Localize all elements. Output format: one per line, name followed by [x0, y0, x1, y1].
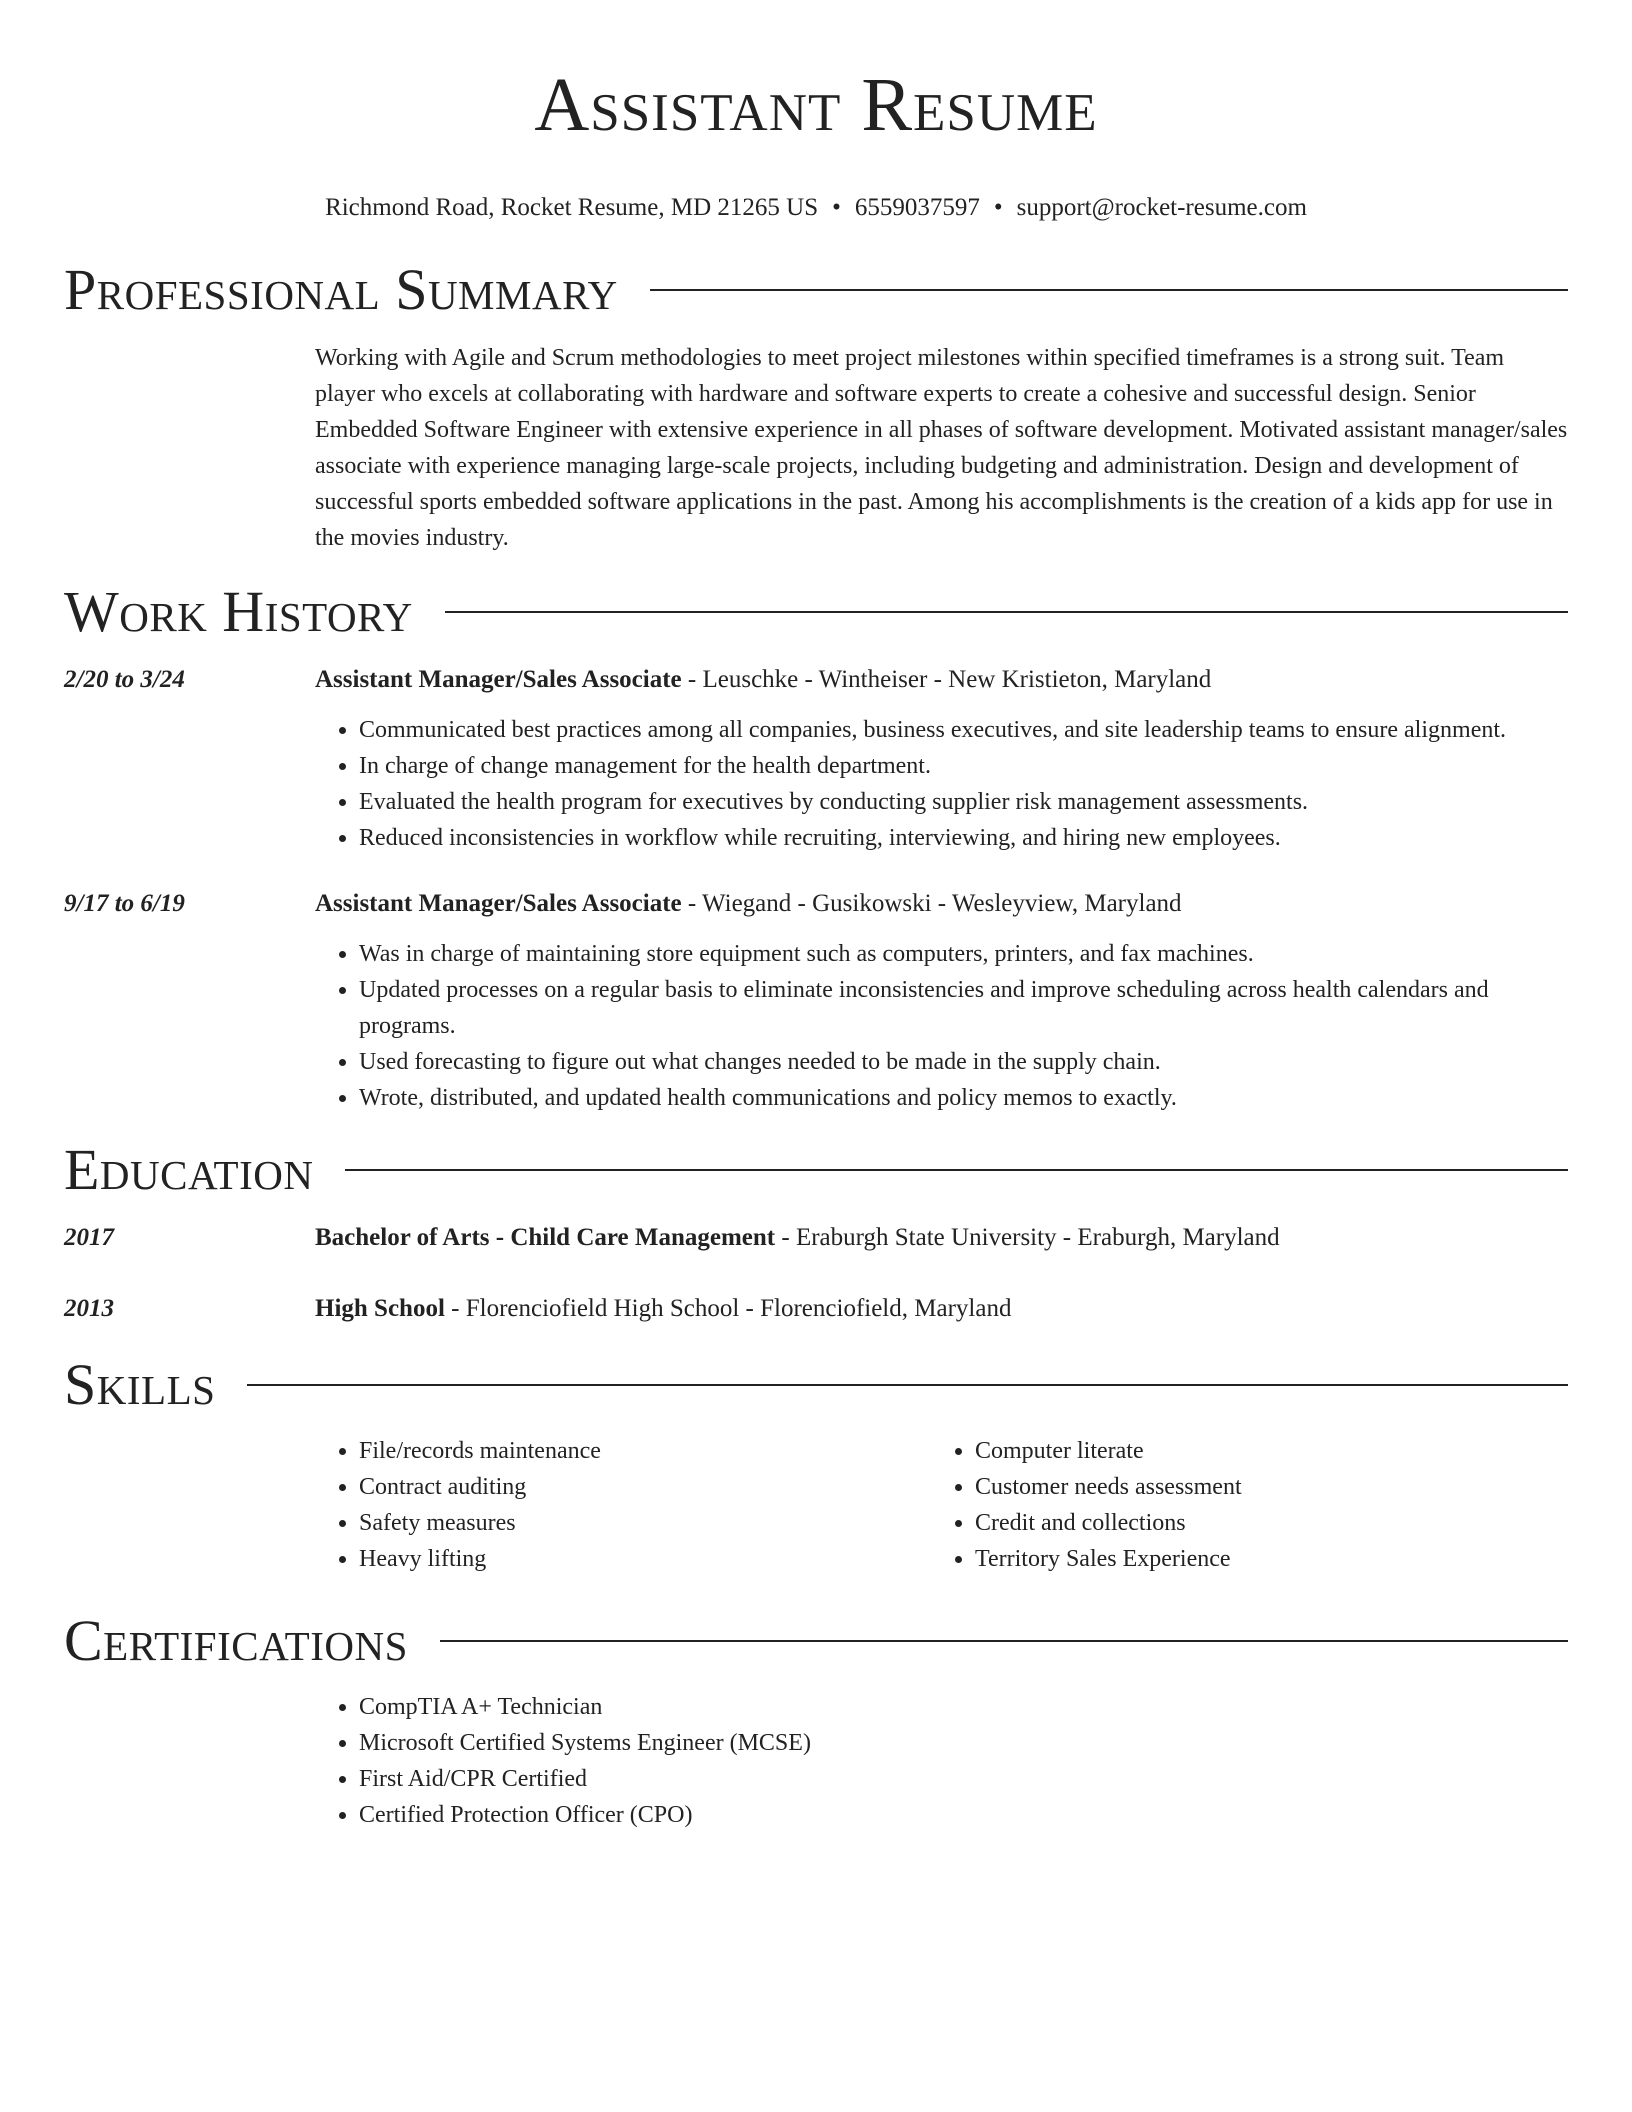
- contact-address: Richmond Road, Rocket Resume, MD 21265 US: [325, 194, 819, 221]
- education-degree: Bachelor of Arts - Child Care Management: [315, 1224, 776, 1251]
- job-entry: [64, 662, 1568, 856]
- job-dates: 9/17 to 6/19: [64, 890, 185, 917]
- list-item: • In charge of change management for the health department.: [359, 748, 1568, 784]
- list-item: • Customer needs assessment: [975, 1469, 1547, 1505]
- education-section-header: [64, 1138, 1568, 1202]
- list-item: • Updated processes on a regular basis to eliminate inconsistencies and improve scheduling across health calendars and programs.: [359, 972, 1568, 1044]
- list-item: • Communicated best practices among all companies, business executives, and site leadership teams to ensure alignment.: [359, 712, 1568, 748]
- skills-column-left: [315, 1433, 931, 1577]
- summary-section-title: Professional Summary: [64, 257, 618, 322]
- certifications-list: [64, 1689, 1568, 1833]
- certifications-section-title: Certifications: [64, 1608, 408, 1673]
- job-title: Assistant Manager/Sales Associate: [315, 666, 682, 693]
- section-divider: [247, 1384, 1568, 1386]
- list-item: • First Aid/CPR Certified: [359, 1761, 1568, 1797]
- section-divider: [650, 289, 1568, 291]
- resume-name: Assistant Resume: [534, 63, 1098, 147]
- list-item: • Credit and collections: [975, 1505, 1547, 1541]
- work-section-header: [64, 580, 1568, 644]
- list-item: • Heavy lifting: [359, 1541, 931, 1577]
- skills-list: [64, 1433, 1568, 1577]
- list-item: • File/records maintenance: [359, 1433, 931, 1469]
- list-item: • Used forecasting to figure out what changes needed to be made in the supply chain.: [359, 1044, 1568, 1080]
- education-details: - Eraburgh State University - Eraburgh, Maryland: [775, 1224, 1280, 1251]
- summary-section-header: [64, 258, 1568, 322]
- certifications-section-header: [64, 1609, 1568, 1673]
- job-heading: [315, 662, 1568, 698]
- section-divider: [445, 611, 1568, 613]
- education-heading: [315, 1220, 1568, 1256]
- work-section-title: Work History: [64, 579, 413, 644]
- list-item: • Evaluated the health program for executives by conducting supplier risk management assessments.: [359, 784, 1568, 820]
- education-entry: [64, 1291, 1568, 1327]
- job-heading: [315, 886, 1568, 922]
- list-item: • Computer literate: [975, 1433, 1547, 1469]
- contact-separator: •: [993, 194, 1003, 221]
- list-item: • Safety measures: [359, 1505, 931, 1541]
- education-degree: High School: [315, 1295, 445, 1322]
- list-item: • Certified Protection Officer (CPO): [359, 1797, 1568, 1833]
- job-bullets: [315, 936, 1568, 1116]
- job-title: Assistant Manager/Sales Associate: [315, 890, 682, 917]
- list-item: • Reduced inconsistencies in workflow while recruiting, interviewing, and hiring new employees.: [359, 820, 1568, 856]
- list-item: • Was in charge of maintaining store equipment such as computers, printers, and fax machines.: [359, 936, 1568, 972]
- job-dates: 2/20 to 3/24: [64, 666, 185, 693]
- list-item: • Microsoft Certified Systems Engineer (MCSE): [359, 1725, 1568, 1761]
- list-item: • Wrote, distributed, and updated health communications and policy memos to exactly.: [359, 1080, 1568, 1116]
- education-year: 2017: [64, 1224, 114, 1251]
- list-item: • Territory Sales Experience: [975, 1541, 1547, 1577]
- section-divider: [440, 1640, 1568, 1642]
- education-year: 2013: [64, 1295, 114, 1322]
- job-details: - Wiegand - Gusikowski - Wesleyview, Maryland: [681, 890, 1182, 917]
- skills-column-right: [931, 1433, 1547, 1577]
- contact-line: [64, 192, 1568, 224]
- contact-email: support@rocket-resume.com: [1016, 194, 1307, 221]
- section-divider: [345, 1169, 1568, 1171]
- list-item: • Contract auditing: [359, 1469, 931, 1505]
- skills-section-header: [64, 1353, 1568, 1417]
- job-details: - Leuschke - Wintheiser - New Kristieton, Maryland: [681, 666, 1212, 693]
- education-entry: [64, 1220, 1568, 1256]
- education-section-title: Education: [64, 1137, 314, 1202]
- summary-text: Working with Agile and Scrum methodologies to meet project milestones within specified timeframes is a strong suit. Team player who excels at collaborating with hardware and software experts to create a cohesive and successful design. Senior Embedded Software Engineer with extensive experience in all phases of software development. Motivated assistant manager/sales associate with experience managing large-scale projects, including budgeting and administration. Design and development of successful sports embedded software applications in the past. Among his accomplishments is the creation of a kids app for use in the movies industry.: [315, 345, 1568, 551]
- skills-section-title: Skills: [64, 1352, 216, 1417]
- education-heading: [315, 1291, 1568, 1327]
- job-bullets: [315, 712, 1568, 856]
- list-item: • CompTIA A+ Technician: [359, 1689, 1568, 1725]
- education-details: - Florenciofield High School - Florenciofield, Maryland: [444, 1295, 1012, 1322]
- contact-separator: •: [832, 194, 841, 221]
- job-entry: [64, 886, 1568, 1116]
- contact-phone: 6559037597: [854, 194, 980, 221]
